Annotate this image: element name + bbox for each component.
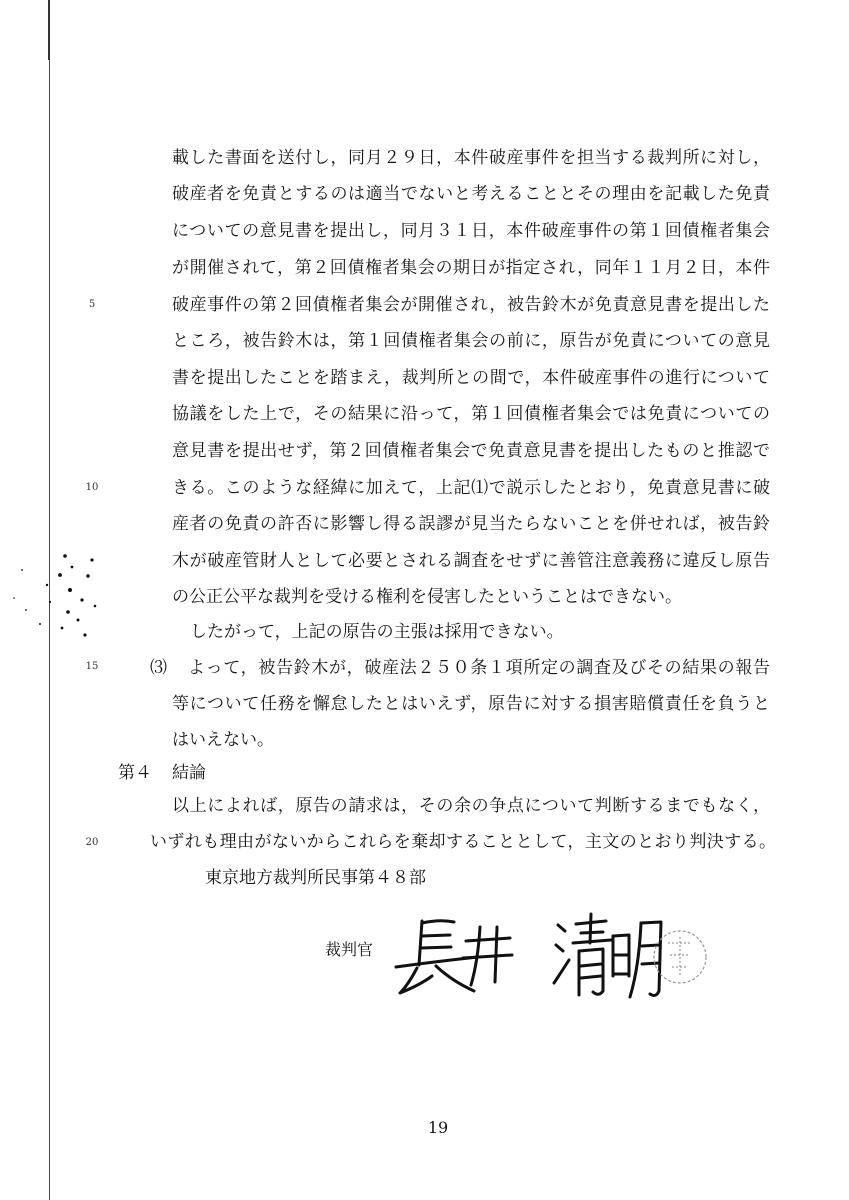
judge-title: 裁判官 <box>325 940 374 959</box>
body-line: についての意見書を提出し，同月３１日，本件破産事件の第１回債権者集会 <box>172 221 770 241</box>
body-line: きる。このような経緯に加えて，上記⑴で説示したとおり，免責意見書に破 <box>172 478 770 498</box>
line-number-10: 10 <box>85 482 99 493</box>
body-line: 載した書面を送付し，同月２９日，本件破産事件を担当する裁判所に対し， <box>172 148 770 168</box>
body-line: 産者の免責の許否に影響し得る誤謬が見当たらないことを併せれば，被告鈴 <box>172 514 770 534</box>
body-line: 以上によれば，原告の請求は，その余の争点について判断するまでもなく， <box>172 796 770 816</box>
body-line: が開催されて，第２回債権者集会の期日が指定され，同年１１月２日，本件 <box>172 258 770 278</box>
scan-speckles <box>0 540 110 650</box>
body-line: 意見書を提出せず，第２回債権者集会で免責意見書を提出したものと推認で <box>172 441 770 461</box>
body-line: ところ，被告鈴木は，第１回債権者集会の前に，原告が免責についての意見 <box>172 331 770 351</box>
section-4-label: 第４ <box>118 763 152 783</box>
body-line: 破産事件の第２回債権者集会が開催され，被告鈴木が免責意見書を提出した <box>172 295 770 315</box>
page-number: 19 <box>427 1118 449 1137</box>
body-line: よって，被告鈴木が，破産法２５０条１項所定の調査及びその結果の報告 <box>188 658 770 678</box>
body-line: の公正公平な裁判を受ける権利を侵害したということはできない。 <box>172 587 682 607</box>
line-number-5: 5 <box>88 299 96 310</box>
paragraph-2: したがって，上記の原告の主張は採用できない。 <box>190 622 564 642</box>
item-3-label: ⑶ <box>150 658 167 678</box>
body-line: 破産者を免責とするのは適当でないと考えることとその理由を記載した免責 <box>172 184 770 204</box>
line-number-15: 15 <box>85 661 99 672</box>
section-4-title: 結論 <box>172 763 206 783</box>
body-line: 協議をした上で，その結果に沿って，第１回債権者集会では免責についての <box>172 404 770 424</box>
body-line: 木が破産管財人として必要とされる調査をせずに善管注意義務に違反し原告 <box>172 551 770 571</box>
line-number-20: 20 <box>85 837 99 848</box>
body-line: 等について任務を懈怠したとはいえず，原告に対する損害賠償責任を負うと <box>172 694 770 714</box>
body-line: 書を提出したことを踏まえ，裁判所との間で，本件破産事件の進行について <box>172 368 770 388</box>
body-line: いずれも理由がないからこれらを棄却することとして，主文のとおり判決する。 <box>150 832 776 852</box>
court-name: 東京地方裁判所民事第４８部 <box>205 868 426 888</box>
body-line: はいえない。 <box>172 730 274 750</box>
left-margin-rule-mark <box>48 0 50 60</box>
judge-signature <box>390 905 720 1010</box>
